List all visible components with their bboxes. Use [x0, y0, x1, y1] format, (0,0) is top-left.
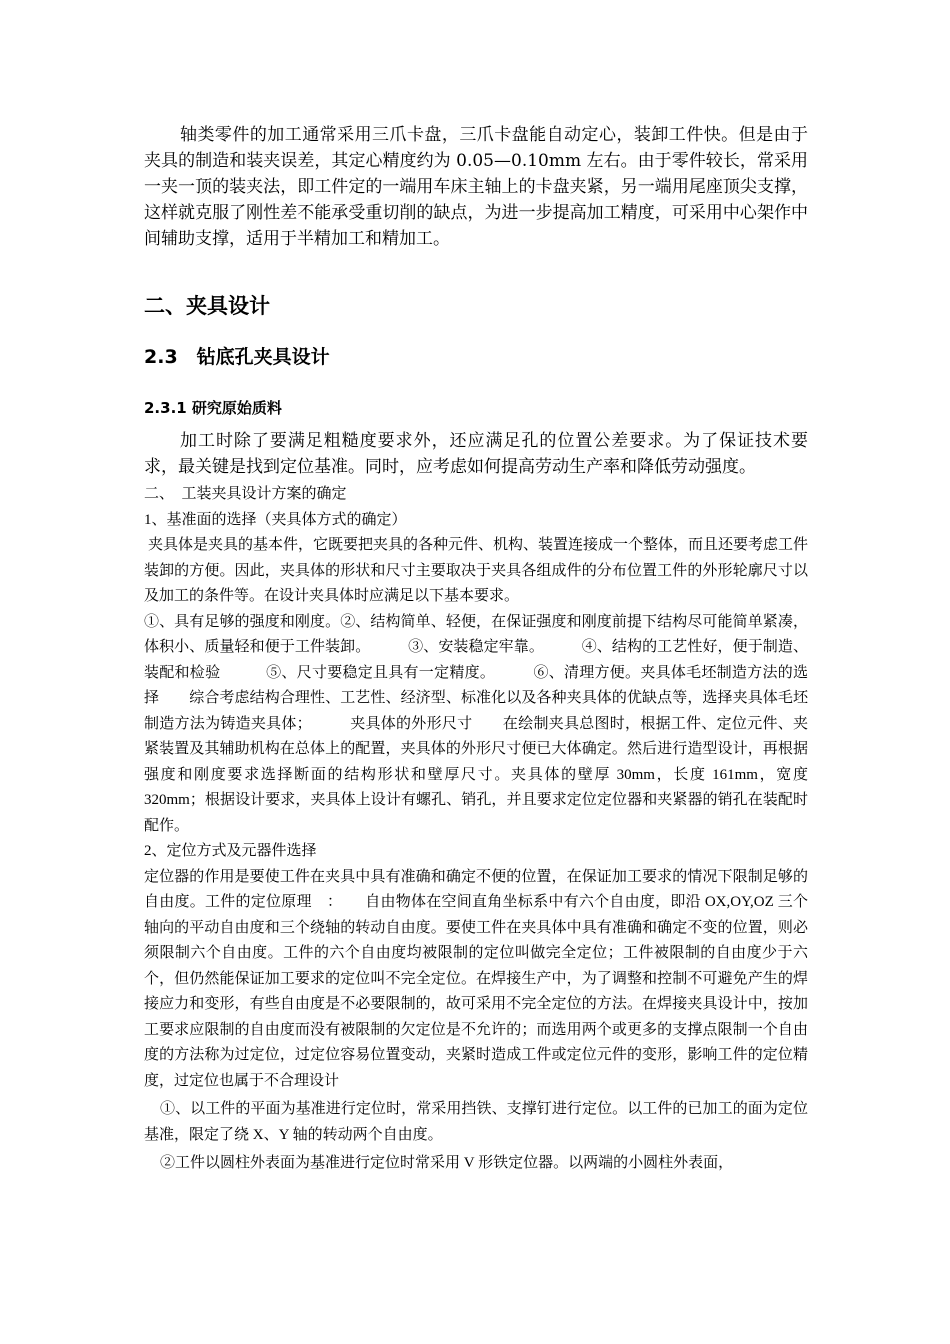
body-paragraph: ②工件以圆柱外表面为基准进行定位时常采用 V 形铁定位器。以两端的小圆柱外表面， [160, 1155, 734, 1171]
list-heading: 2、定位方式及元器件选择 [144, 843, 317, 859]
section-heading: 二、夹具设计 [144, 294, 270, 318]
body-paragraph: 定位器的作用是要使工件在夹具中具有准确和确定不便的位置，在保证加工要求的情况下限制足够的自由度。工件的定位原理 ： 自由物体在空间直角坐标系中有六个自由度，即沿 OX,OY,OZ 三个轴向的平动自由度和三个绕轴的转动自由度。要使工件在夹具体中具有准确和确定不变的位置，则必须限制六个自由度。工件的六个自由度均被限制的定位叫做完全定位；工件被限制的自由度少于六个，但仍然能保证加工要求的定位叫不完全定位。在焊接生产中，为了调整和控制不可避免产生的焊接应力和变形，有些自由度是不必要限制的，故可采用不完全定位的方法。在焊接夹具设计中，按加工要求应限制的自由度而没有被限制的欠定位是不允许的；而选用两个或更多的支撑点限制一个自由度的方法称为过定位，过定位容易位置变动，夹紧时造成工件或定位元件的变形，影响工件的定位精度，过定位也属于不合理设计 [144, 868, 808, 1089]
document-page [144, 118, 808, 1177]
list-heading: 1、基准面的选择（夹具体方式的确定） [144, 511, 407, 528]
body-paragraph: ①、具有足够的强度和刚度。②、结构简单、轻便，在保证强度和刚度前提下结构尽可能简单紧凑，体积小、质量轻和便于工件装卸。 ③、安装稳定牢靠。 ④、结构的工艺性好，便于制造、装配和检验 ⑤、尺寸要稳定且具有一定精度。 ⑥、清理方便。夹具体毛坯制造方法的选择 综合考虑结构合理性、工艺性、经济型、标准化以及各种夹具体的优缺点等，选择夹具体毛坯制造方法为铸造夹具体； 夹具体的外形尺寸 在绘制夹具总图时，根据工件、定位元件、夹紧装置及其辅助机构在总体上的配置，夹具体的外形尺寸便已大体确定。然后进行造型设计，再根据强度和刚度要求选择断面的结构形状和壁厚尺寸。夹具体的壁厚 30mm，长度 161mm，宽度 320mm；根据设计要求，夹具体上设计有螺孔、销孔，并且要求定位定位器和夹紧器的销孔在装配时配作。 [144, 613, 808, 834]
subsubsection-heading: 2.3.1 研究原始质料 [144, 399, 282, 417]
list-heading: 二、 工装夹具设计方案的确定 [144, 486, 347, 502]
subsection-heading: 2.3 钻底孔夹具设计 [144, 346, 330, 368]
body-paragraph: 夹具体是夹具的基本件，它既要把夹具的各种元件、机构、装置连接成一个整体，而且还要考虑工件装卸的方便。因此，夹具体的形状和尺寸主要取决于夹具各组成件的分布位置工件的外形轮廓尺寸以及加工的条件等。在设计夹具体时应满足以下基本要求。 [144, 537, 809, 604]
body-paragraph: ①、以工件的平面为基准进行定位时，常采用挡铁、支撑钉进行定位。以工件的已加工的面为定位基准，限定了绕 X、Y 轴的转动两个自由度。 [144, 1101, 808, 1143]
intro-paragraph: 轴类零件的加工通常采用三爪卡盘，三爪卡盘能自动定心，装卸工件快。但是由于夹具的制造和装夹误差，其定心精度约为 0.05—0.10mm 左右。由于零件较长，常采用一夹一顶的装夹法，即工件定的一端用车床主轴上的卡盘夹紧，另一端用尾座顶尖支撑，这样就克服了刚性差不能承受重切削的缺点，为进一步提高加工精度，可采用中心架作中间辅助支撑，适用于半精加工和精加工。 [144, 125, 808, 249]
body-paragraph: 加工时除了要满足粗糙度要求外，还应满足孔的位置公差要求。为了保证技术要求，最关键是找到定位基准。同时，应考虑如何提高劳动生产率和降低劳动强度。 [144, 431, 808, 477]
